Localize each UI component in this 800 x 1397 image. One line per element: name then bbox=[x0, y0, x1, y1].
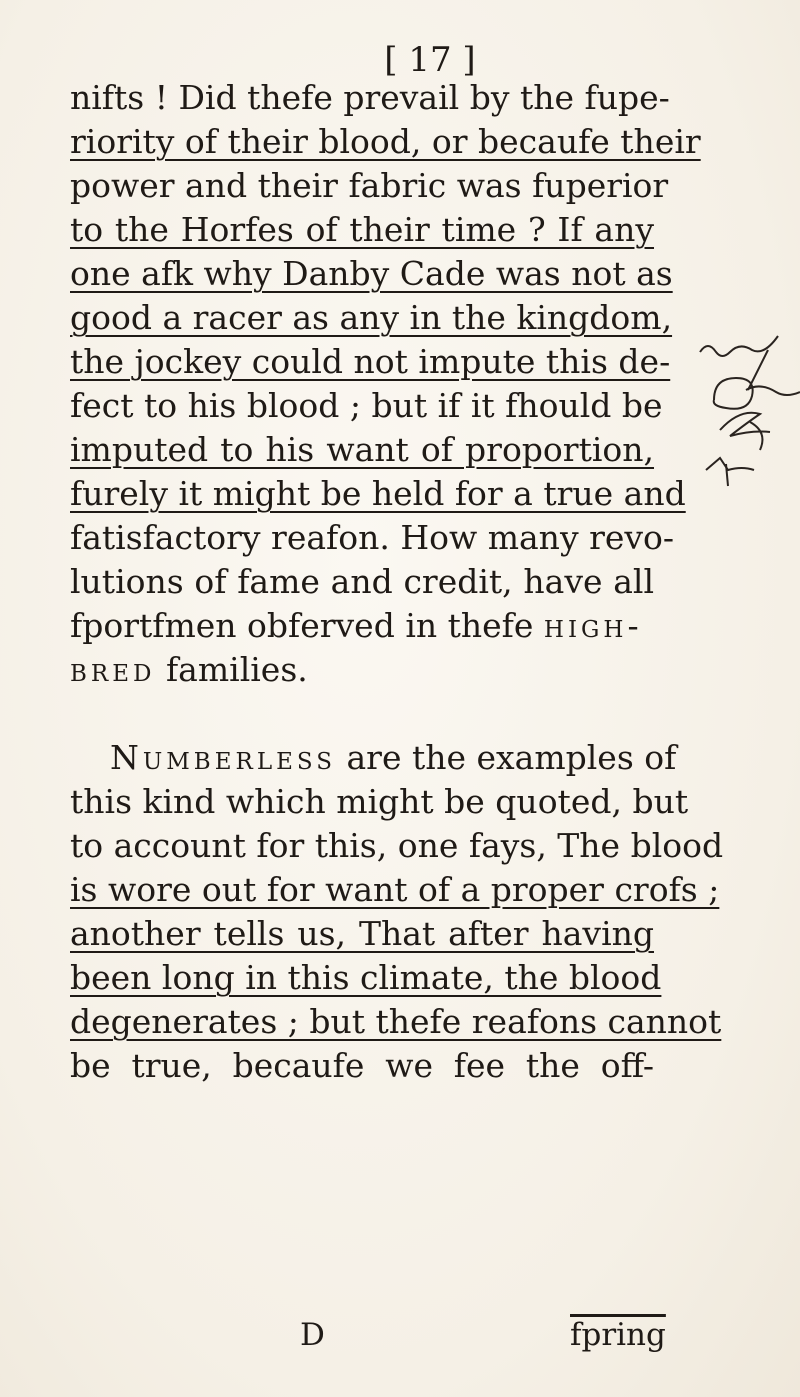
line-text: nifts ! Did thefe prevail by the fupe- bbox=[70, 78, 670, 117]
small-caps-word: bred bbox=[70, 650, 156, 689]
text-line-14 bbox=[70, 648, 308, 692]
text-line-7 bbox=[70, 340, 671, 384]
signature-mark: D bbox=[300, 1317, 325, 1353]
line-text: lutions of fame and credit, have all bbox=[70, 562, 654, 601]
text-line-17 bbox=[70, 824, 724, 868]
text-line-19 bbox=[70, 912, 654, 956]
line-text: be true, becaufe we fee the off- bbox=[70, 1046, 654, 1085]
text-line-15 bbox=[110, 736, 676, 780]
text-line-12 bbox=[70, 560, 654, 604]
line-text: fect to his blood ; but if it fhould be bbox=[70, 386, 663, 425]
line-text: imputed to his want of proportion, bbox=[70, 430, 654, 469]
text-line-2 bbox=[70, 120, 701, 164]
handwritten-flourish bbox=[690, 330, 800, 490]
line-text: one afk why Danby Cade was not as bbox=[70, 254, 673, 293]
text-line-4 bbox=[70, 208, 654, 252]
text-line-11 bbox=[70, 516, 675, 560]
line-text: to account for this, one fays, The blood bbox=[70, 826, 724, 865]
text-line-16 bbox=[70, 780, 689, 824]
text-line-6 bbox=[70, 296, 673, 340]
line-text: this kind which might be quoted, but bbox=[70, 782, 689, 821]
line-text: is wore out for want of a proper crofs ; bbox=[70, 870, 720, 909]
line-text: power and their fabric was fuperior bbox=[70, 166, 669, 205]
catchword: fpring bbox=[570, 1317, 666, 1353]
line-text: the jockey could not impute this de- bbox=[70, 342, 671, 381]
line-text: degenerates ; but thefe reafons cannot bbox=[70, 1002, 722, 1041]
text-line-9 bbox=[70, 428, 654, 472]
text-line-13 bbox=[70, 604, 643, 648]
text-line-20 bbox=[70, 956, 662, 1000]
small-caps-word: Numberless bbox=[110, 738, 336, 777]
line-text: furely it might be held for a true and bbox=[70, 474, 686, 513]
text-line-21 bbox=[70, 1000, 722, 1044]
text-line-3 bbox=[70, 164, 669, 208]
page-number: [ 17 ] bbox=[384, 40, 476, 80]
line-text: fatisfactory reafon. How many revo- bbox=[70, 518, 675, 557]
line-text: fportfmen obferved in thefe bbox=[70, 606, 534, 645]
line-text: been long in this climate, the blood bbox=[70, 958, 662, 997]
text-line-8 bbox=[70, 384, 663, 428]
line-text: families. bbox=[165, 650, 308, 689]
text-line-5 bbox=[70, 252, 673, 296]
page-header bbox=[0, 40, 800, 80]
line-text: are the examples of bbox=[346, 738, 677, 777]
text-line-18 bbox=[70, 868, 720, 912]
line-text: to the Horfes of their time ? If any bbox=[70, 210, 654, 249]
line-text: another tells us, That after having bbox=[70, 914, 654, 953]
text-line-1 bbox=[70, 76, 670, 120]
line-text: good a racer as any in the kingdom, bbox=[70, 298, 673, 337]
small-caps-word: high- bbox=[543, 606, 643, 645]
text-line-22 bbox=[70, 1044, 654, 1088]
text-line-10 bbox=[70, 472, 686, 516]
line-text: riority of their blood, or becaufe their bbox=[70, 122, 701, 161]
